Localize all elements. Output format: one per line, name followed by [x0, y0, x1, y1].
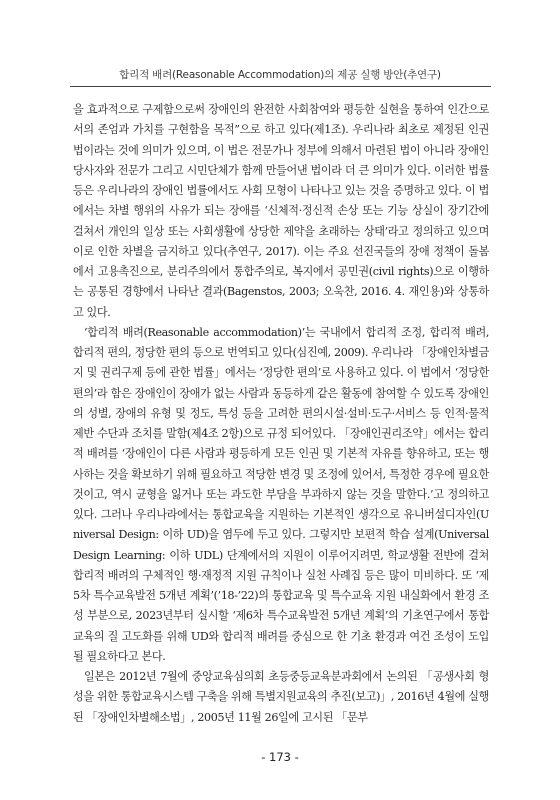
- body-text: [73, 100, 489, 728]
- paragraph-1: 을 효과적으로 구제함으로써 장애인의 완전한 사회참여와 평등한 실현을 통하여 인간으로서의 존엄과 가치를 구현함을 목적”으로 하고 있다(제1조). 우리나라 최초로 제정된 인권법이라는 것에 의미가 있으며, 이 법은 전문가나 정부에 의해서 마련된 법이 아니라 장애인 당사자와 전문가 그리고 시민단체가 함께 만들어낸 법이라 더 큰 의미가 있다. 이러한 법률 등은 우리나라의 장애인 법률에서도 사회 모형이 나타나고 있는 것을 증명하고 있다. 이 법에서는 차별 행위의 사유가 되는 장애를 ‘신체적·정신적 손상 또는 기능 상실이 장기간에 걸쳐서 개인의 일상 또는 사회생활에 상당한 제약을 초래하는 상태’라고 정의하고 있으며 이로 인한 차별을 금지하고 있다(추연구, 2017). 이는 주요 선진국들의 장애 정책이 돌봄에서 고용촉진으로, 분리주의에서 통합주의로, 복지에서 공민권(civil rights)으로 이행하는 공통된 경향에서 나타난 결과(Bagenstos, 2003; 오욱찬, 2016. 4. 재인용)와 상통하고 있다.: [73, 103, 489, 319]
- paragraph-3: 일본은 2012년 7월에 중앙교육심의회 초등중등교육분과회에서 논의된 「공생사회 형성을 위한 통합교육시스템 구축을 위해 특별지원교육의 추진(보고)」, 2016년 4월에 실행된 「장애인차별해소법」, 2005년 11월 26일에 고시된 「문부: [73, 670, 489, 724]
- page-number: - 173 -: [261, 750, 299, 764]
- header-rule: [70, 86, 491, 87]
- paragraph-2: ‘합리적 배려(Reasonable accommodation)’는 국내에서 합리적 조정, 합리적 배려, 합리적 편의, 정당한 편의 등으로 번역되고 있다(심진예, 2009). 우리나라 「장애인차별금지 및 권리구제 등에 관한 법률」에서는 ‘정당한 편의’로 사용하고 있다. 이 법에서 ‘정당한 편의’라 함은 장애인이 장애가 없는 사람과 동등하게 같은 활동에 참여할 수 있도록 장애인의 성별, 장애의 유형 및 정도, 특성 등을 고려한 편의시설·설비·도구·서비스 등 인적·물적 제반 수단과 조치를 말함(제4조 2항)으로 규정 되어있다. 「장애인권리조약」에서는 합리적 배려를 ‘장애인이 다른 사람과 평등하게 모든 인권 및 기본적 자유를 향유하고, 또는 행사하는 것을 확보하기 위해 필요하고 적당한 변경 및 조정에 있어서, 특정한 경우에 필요한 것이고, 역시 균형을 잃거나 또는 과도한 부담을 부과하지 않는 것을 말한다.’고 정의하고 있다. 그러나 우리나라에서는 통합교육을 지원하는 기본적인 생각으로 유니버설디자인(Universal Design: 이하 UD)을 염두에 두고 있다. 그렇지만 보편적 학습 설계(Universal Design Learning: 이하 UDL) 단계에서의 지원이 이루어지려면, 학교생활 전반에 걸쳐 합리적 배려의 구체적인 행·재정적 지원 규칙이나 실천 사례집 등은 많이 미비하다. 또 ‘제5차 특수교육발전 5개년 계획’(’18-’22)의 통합교육 및 특수교육 지원 내실화에서 환경 조성 부분으로, 2023년부터 실시할 ‘제6차 특수교육발전 5개년 계획’의 기초연구에서 통합교육의 질 고도화를 위해 UD와 합리적 배려를 중심으로 한 기초 환경과 여건 조성이 도입될 필요하다고 본다.: [73, 325, 489, 663]
- running-title: 합리적 배려(Reasonable Accommodation)의 제공 실행 방안(추연구): [119, 69, 441, 81]
